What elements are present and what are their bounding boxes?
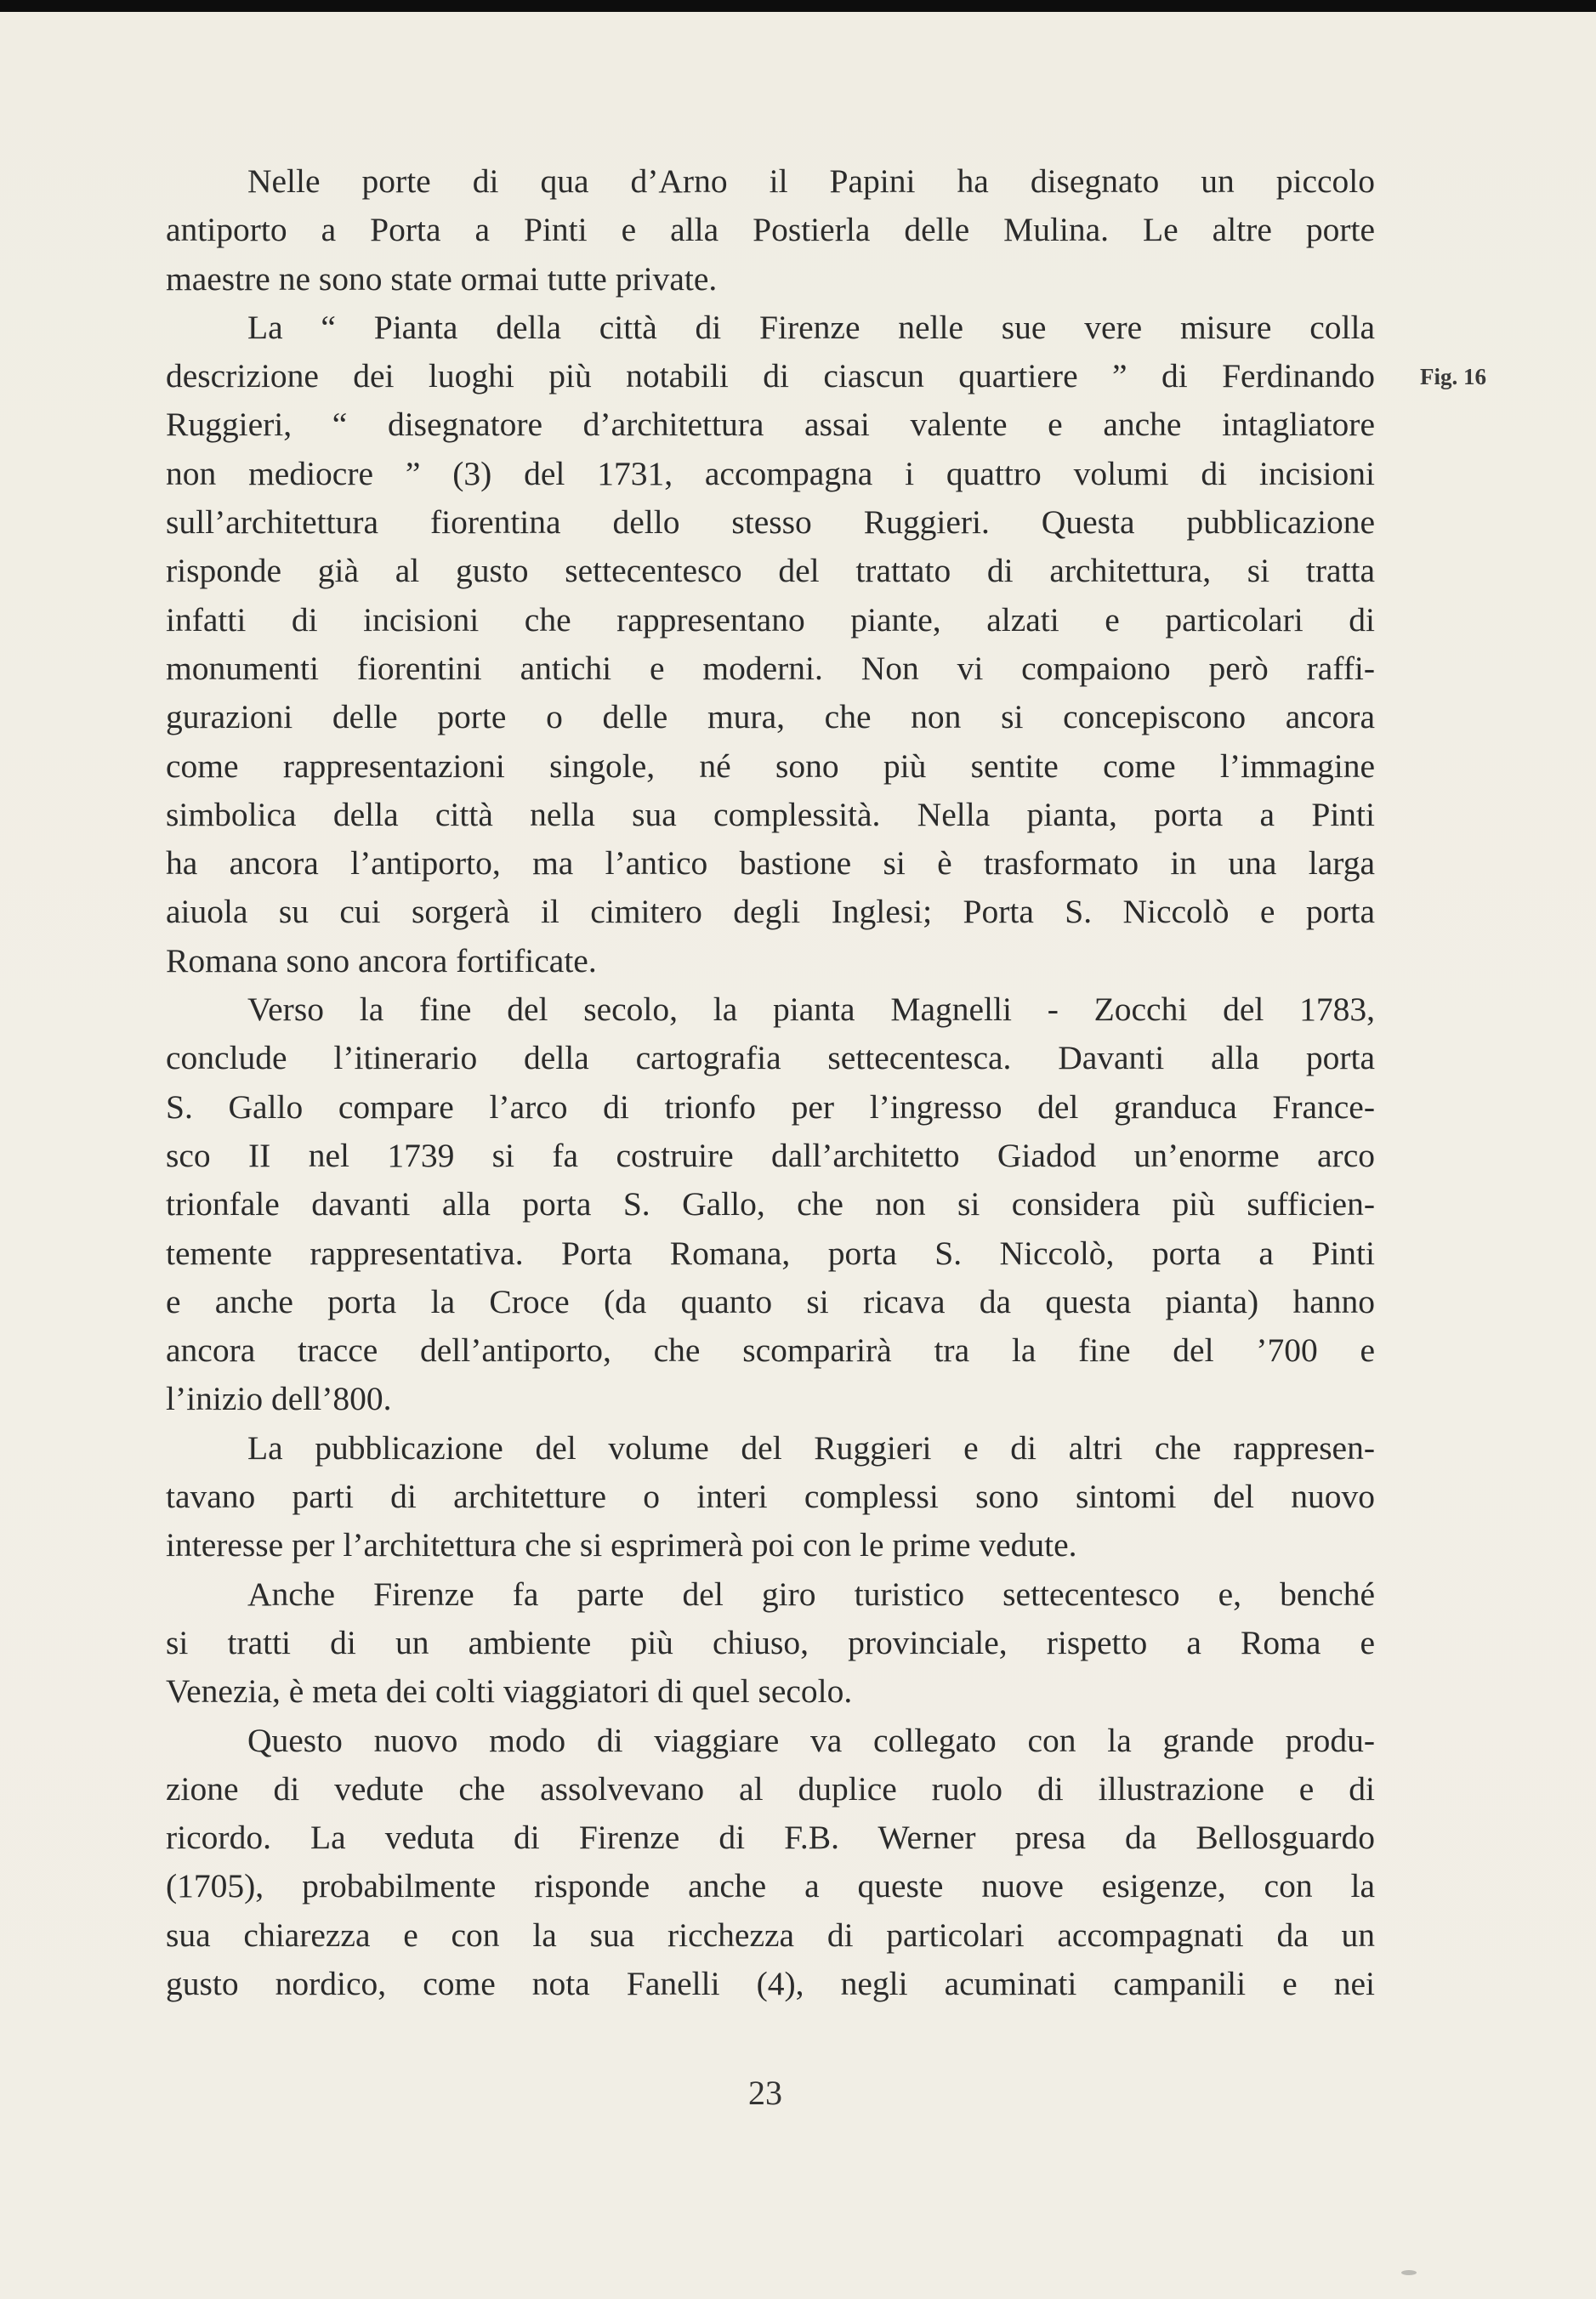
text-line: Questo nuovo modo di viaggiare va collegato con la grande produ- [247,1721,1375,1759]
paragraph-5 [166,1570,1375,1717]
text-line: interesse per l’architettura che si esprimerà poi con le prime vedute. [166,1526,1077,1564]
text-line: descrizione dei luoghi più notabili di ciascun quartiere ” di Ferdinando [166,357,1375,395]
text-line: gusto nordico, come nota Fanelli (4), negli acuminati campanili e nei [166,1964,1375,2002]
text-line: Venezia, è meta dei colti viaggiatori di quel secolo. [166,1672,853,1711]
text-line: risponde già al gusto settecentesco del trattato di architettura, si tratta [166,552,1375,590]
text-line: e anche porta la Croce (da quanto si ricava da questa pianta) hanno [166,1282,1375,1320]
text-line: simbolica della città nella sua complessità. Nella pianta, porta a Pinti [166,795,1375,833]
paragraph-4 [166,1424,1375,1570]
text-line: antiporto a Porta a Pinti e alla Postierla delle Mulina. Le altre porte [166,211,1375,249]
text-line: Romana sono ancora fortificate. [166,941,597,979]
text-line: come rappresentazioni singole, né sono più sentite come l’immagine [166,746,1375,785]
text-line: maestre ne sono state ormai tutte private. [166,259,718,298]
text-line: gurazioni delle porte o delle mura, che non si concepiscono ancora [166,698,1375,736]
paragraph-3 [166,985,1375,1424]
page-number: 23 [748,2074,782,2112]
text-line: sco II nel 1739 si fa costruire dall’architetto Giadod un’enorme arco [166,1136,1375,1174]
paragraph-6 [166,1717,1375,2009]
text-line: La “ Pianta della città di Firenze nelle sue vere misure colla [247,308,1375,346]
text-line: Verso la fine del secolo, la pianta Magnelli - Zocchi del 1783, [247,991,1375,1029]
text-line: tavano parti di architetture o interi complessi sono sintomi del nuovo [166,1478,1375,1516]
text-line: infatti di incisioni che rappresentano piante, alzati e particolari di [166,600,1375,639]
paragraph-1 [166,157,1375,304]
scan-top-edge [0,0,1596,12]
text-line: ancora tracce dell’antiporto, che scomparirà tra la fine del ’700 e [166,1331,1375,1370]
text-line: sull’architettura fiorentina dello stesso Ruggieri. Questa pubblicazione [166,503,1375,542]
text-line: Anche Firenze fa parte del giro turistico settecentesco e, benché [247,1575,1375,1613]
figure-reference-note: Fig. 16 [1420,364,1486,389]
text-line: si tratti di un ambiente più chiuso, provinciale, rispetto a Roma e [166,1623,1375,1661]
text-line: Ruggieri, “ disegnatore d’architettura assai valente e anche intagliatore [166,406,1375,444]
text-line: sua chiarezza e con la sua ricchezza di particolari accompagnati da un [166,1916,1375,1954]
text-line: non mediocre ” (3) del 1731, accompagna i quattro volumi di incisioni [166,454,1375,492]
text-line: temente rappresentativa. Porta Romana, porta S. Niccolò, porta a Pinti [166,1234,1375,1272]
text-line: (1705), probabilmente risponde anche a queste nuove esigenze, con la [166,1867,1375,1905]
text-line: aiuola su cui sorgerà il cimitero degli Inglesi; Porta S. Niccolò e porta [166,893,1375,931]
text-line: conclude l’itinerario della cartografia settecentesca. Davanti alla porta [166,1039,1375,1077]
text-line: trionfale davanti alla porta S. Gallo, che non si considera più sufficien- [166,1185,1375,1223]
text-line: l’inizio dell’800. [166,1380,392,1418]
paper-smudge [1401,2270,1417,2275]
text-line: Nelle porte di qua d’Arno il Papini ha disegnato un piccolo [247,162,1375,200]
paragraph-2 [166,304,1375,985]
text-line: ha ancora l’antiporto, ma l’antico bastione si è trasformato in una larga [166,844,1375,883]
text-line: monumenti fiorentini antichi e moderni. Non vi compaiono però raffi- [166,649,1375,687]
text-line: zione di vedute che assolvevano al duplice ruolo di illustrazione e di [166,1769,1375,1808]
body-text [166,157,1375,2008]
text-line: ricordo. La veduta di Firenze di F.B. Werner presa da Bellosguardo [166,1819,1375,1857]
text-line: S. Gallo compare l’arco di trionfo per l’ingresso del granduca France- [166,1087,1375,1126]
text-line: La pubblicazione del volume del Ruggieri e di altri che rappresen- [247,1428,1375,1467]
